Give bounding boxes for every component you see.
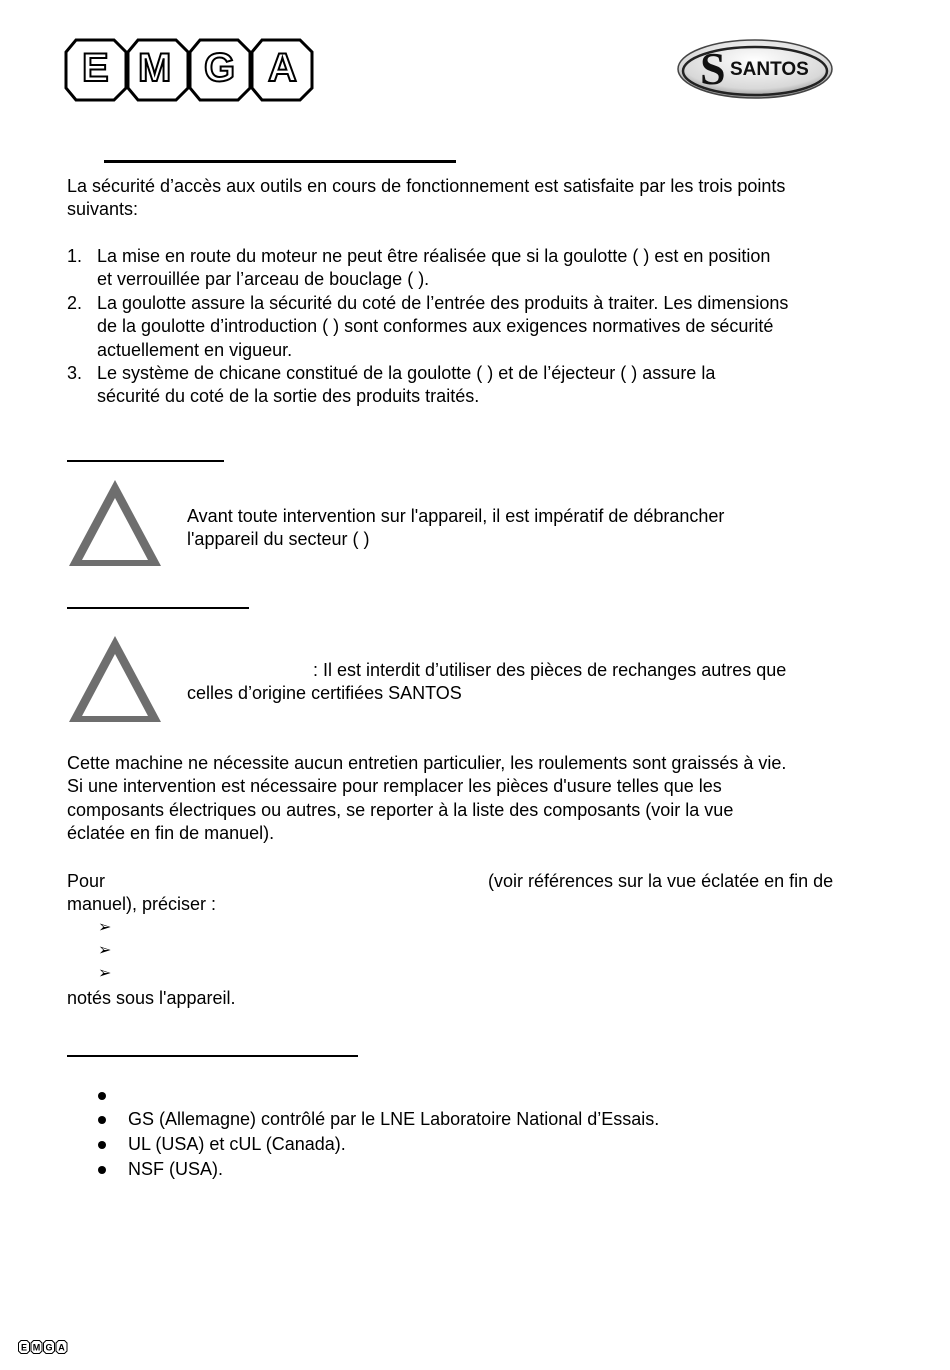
arrow-bullet-icon: ➢ (98, 965, 112, 982)
arrow-bullet-icon: ➢ (98, 942, 112, 959)
maintenance-line-2: Si une intervention est nécessaire pour remplacer les pièces d'usure telles que les (67, 776, 722, 796)
certification-item-4: NSF (USA). (128, 1159, 224, 1179)
list-item-1-line-2: et verrouillée par l’arceau de bouclage ( ). (97, 269, 430, 289)
santos-big-s-icon: S (700, 43, 726, 94)
list-item-number-3: 3. (67, 363, 83, 383)
emga-letter-e: E (82, 46, 109, 90)
section-heading-rule-certifications (67, 1055, 358, 1057)
emga-logo (64, 38, 318, 102)
list-item-number-2: 2. (67, 293, 83, 313)
list-item-3-line-2: sécurité du coté de la sortie des produits traités. (97, 386, 480, 406)
bullet-dot-icon (98, 1141, 106, 1149)
intro-line-2: suivants: (67, 199, 139, 219)
certification-item-2: GS (Allemagne) contrôlé par le LNE Laboratoire National d’Essais. (128, 1109, 660, 1129)
maintenance-line-3: composants électriques ou autres, se reporter à la liste des composants (voir la vue (67, 800, 734, 820)
order-pour-text: Pour (67, 871, 106, 891)
list-item-1-line-1: La mise en route du moteur ne peut être réalisée que si la goulotte ( ) est en position (97, 246, 771, 266)
list-item-3-line-1: Le système de chicane constitué de la goulotte ( ) et de l’éjecteur ( ) assure la (97, 363, 716, 383)
svg-text:M: M (32, 1342, 41, 1353)
certification-item-3: UL (USA) et cUL (Canada). (128, 1134, 346, 1154)
warning-1-line-2: l'appareil du secteur ( ) (187, 529, 370, 549)
arrow-bullet-icon: ➢ (98, 919, 112, 936)
emga-letter-g: G (204, 46, 236, 90)
svg-text:G: G (45, 1342, 53, 1353)
order-footer-text: notés sous l'appareil. (67, 988, 236, 1008)
warning-1-line-1: Avant toute intervention sur l'appareil, il est impératif de débrancher (187, 506, 725, 526)
order-line-2: manuel), préciser : (67, 894, 217, 914)
warning-2-line-2: celles d’origine certifiées SANTOS (187, 683, 462, 703)
maintenance-line-4: éclatée en fin de manuel). (67, 823, 275, 843)
footer-emga-logo-icon (18, 1340, 68, 1354)
bullet-dot-icon (98, 1166, 106, 1174)
order-reference-text: (voir références sur la vue éclatée en fin de (488, 871, 834, 891)
list-item-2-line-2: de la goulotte d’introduction ( ) sont conformes aux exigences normatives de sécurité (97, 316, 774, 336)
section-heading-rule-security (104, 160, 456, 163)
list-item-2-line-3: actuellement en vigueur. (97, 340, 293, 360)
intro-line-1: La sécurité d’accès aux outils en cours de fonctionnement est satisfaite par les trois points (67, 176, 786, 196)
section-heading-rule-cleaning (67, 460, 224, 462)
list-item-number-1: 1. (67, 246, 83, 266)
svg-text:E: E (20, 1342, 28, 1353)
santos-logo-text: SANTOS (730, 59, 809, 80)
warning-triangle-icon (66, 632, 164, 726)
bullet-dot-icon (98, 1116, 106, 1124)
list-item-2-line-1: La goulotte assure la sécurité du coté de l’entrée des produits à traiter. Les dimensions (97, 293, 789, 313)
section-heading-rule-maintenance (67, 607, 249, 609)
warning-triangle-icon (66, 476, 164, 570)
santos-logo (676, 38, 834, 100)
bullet-dot-icon (98, 1092, 106, 1100)
warning-2-line-1: : Il est interdit d’utiliser des pièces de rechanges autres que (313, 660, 787, 680)
emga-letter-m: M (138, 46, 172, 90)
svg-text:A: A (58, 1342, 65, 1353)
emga-letter-a: A (268, 46, 297, 90)
maintenance-line-1: Cette machine ne nécessite aucun entretien particulier, les roulements sont graissés à vie. (67, 753, 787, 773)
